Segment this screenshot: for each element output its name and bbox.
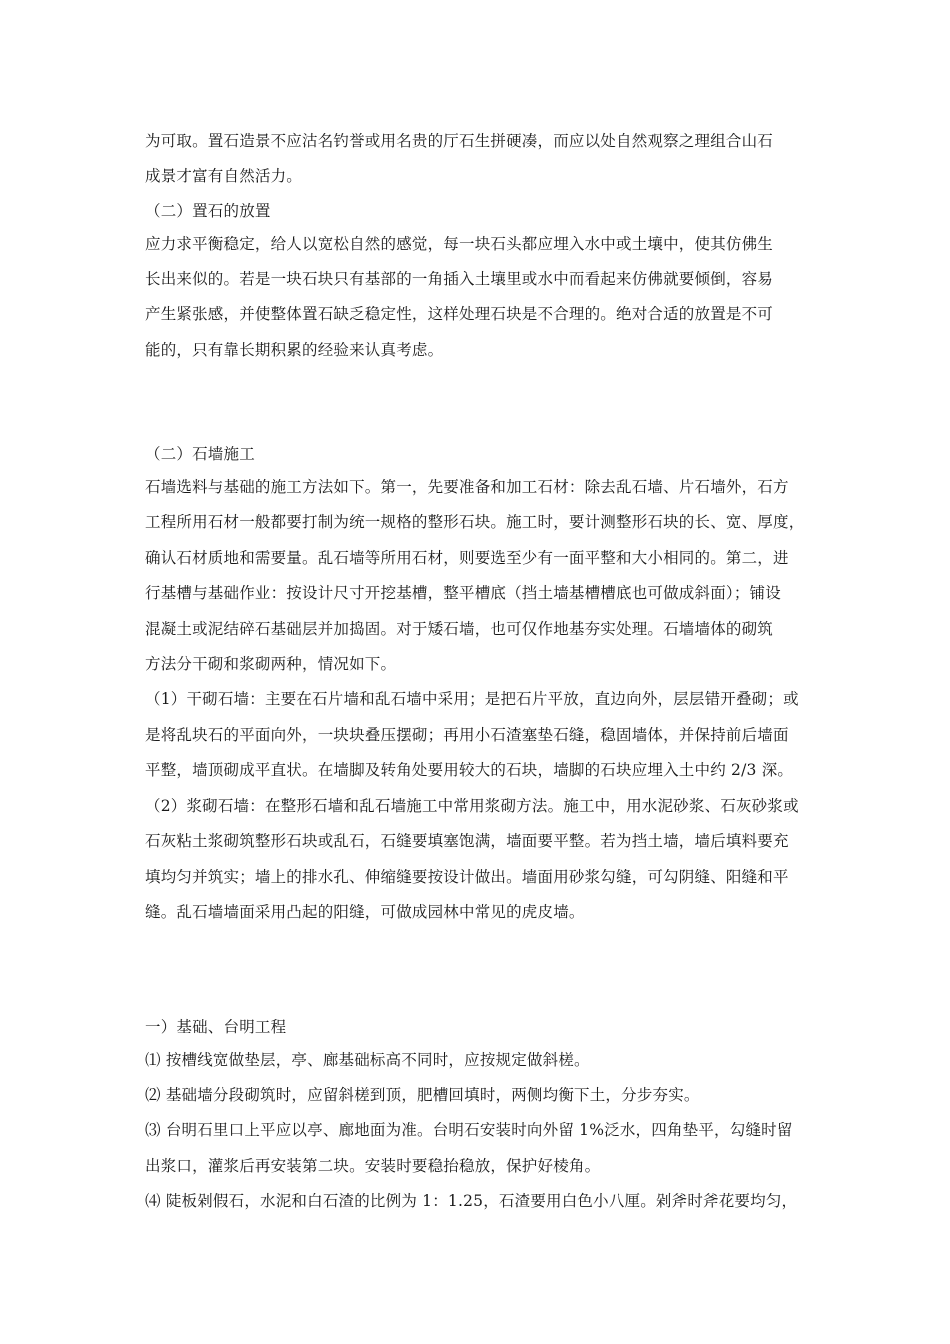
paragraph-line: 成景才富有自然活力。: [145, 167, 303, 185]
paragraph-line: 工程所用石材一般都要打制为统一规格的整形石块。施工时，要计测整形石块的长、宽、厚度，: [145, 513, 805, 531]
paragraph-line: 缝。乱石墙墙面采用凸起的阳缝，可做成园林中常见的虎皮墙。: [145, 903, 585, 921]
paragraph-line: 石灰粘土浆砌筑整形石块或乱石，石缝要填塞饱满，墙面要平整。若为挡土墙，墙后填料要充: [145, 832, 789, 850]
paragraph-line: ⑴ 按槽线宽做垫层，亭、廊基础标高不同时，应按规定做斜槎。: [145, 1051, 590, 1069]
paragraph-line: 平整，墙顶砌成平直状。在墙脚及转角处要用较大的石块，墙脚的石块应埋入土中约 2/3 深。: [145, 761, 794, 779]
paragraph-line: 产生紧张感，并使整体置石缺乏稳定性，这样处理石块是不合理的。绝对合适的放置是不可: [145, 305, 774, 323]
paragraph-line: 应力求平衡稳定，给人以宽松自然的感觉，每一块石头都应埋入水中或土壤中，使其仿佛生: [145, 235, 774, 253]
section-heading: 一）基础、台明工程: [145, 1018, 287, 1036]
paragraph-line: （1）干砌石墙：主要在石片墙和乱石墙中采用；是把石片平放，直边向外，层层错开叠砌；或: [145, 690, 799, 708]
paragraph-line: 方法分干砌和浆砌两种，情况如下。: [145, 655, 397, 673]
paragraph-line: ⑶ 台明石里口上平应以亭、廊地面为准。台明石安装时向外留 1%泛水，四角垫平，勾缝时留: [145, 1121, 793, 1139]
paragraph-line: ⑵ 基础墙分段砌筑时，应留斜槎到顶，肥槽回填时，两侧均衡下土，分步夯实。: [145, 1086, 700, 1104]
paragraph-line: 为可取。置石造景不应沽名钓誉或用名贵的厅石生拼硬凑，而应以处自然观察之理组合山石: [145, 132, 774, 150]
paragraph-line: 石墙选料与基础的施工方法如下。第一，先要准备和加工石材：除去乱石墙、片石墙外，石方: [145, 478, 789, 496]
paragraph-line: 长出来似的。若是一块石块只有基部的一角插入土壤里或水中而看起来仿佛就要倾倒，容易: [145, 270, 774, 288]
paragraph-line: 行基槽与基础作业：按设计尺寸开挖基槽，整平槽底（挡土墙基槽槽底也可做成斜面）；铺设: [145, 584, 781, 602]
paragraph-line: ⑷ 陡板剁假石，水泥和白石渣的比例为 1：1.25，石渣要用白色小八厘。剁斧时斧花要均匀，: [145, 1192, 798, 1210]
paragraph-line: 是将乱块石的平面向外，一块块叠压摆砌；再用小石渣塞垫石缝，稳固墙体，并保持前后墙面: [145, 726, 789, 744]
paragraph-line: 混凝土或泥结碎石基础层并加捣固。对于矮石墙，也可仅作地基夯实处理。石墙墙体的砌筑: [145, 620, 774, 638]
paragraph-line: 填均匀并筑实；墙上的排水孔、伸缩缝要按设计做出。墙面用砂浆勾缝，可勾阴缝、阳缝和平: [145, 868, 789, 886]
section-heading: （二）石墙施工: [145, 445, 255, 463]
section-heading: （二）置石的放置: [145, 202, 271, 220]
paragraph-line: 能的，只有靠长期积累的经验来认真考虑。: [145, 341, 444, 359]
paragraph-line: 确认石材质地和需要量。乱石墙等所用石材，则要选至少有一面平整和大小相同的。第二，进: [145, 549, 789, 567]
paragraph-line: 出浆口，灌浆后再安装第二块。安装时要稳抬稳放，保护好棱角。: [145, 1157, 601, 1175]
paragraph-line: （2）浆砌石墙：在整形石墙和乱石墙施工中常用浆砌方法。施工中，用水泥砂浆、石灰砂浆或: [145, 797, 799, 815]
